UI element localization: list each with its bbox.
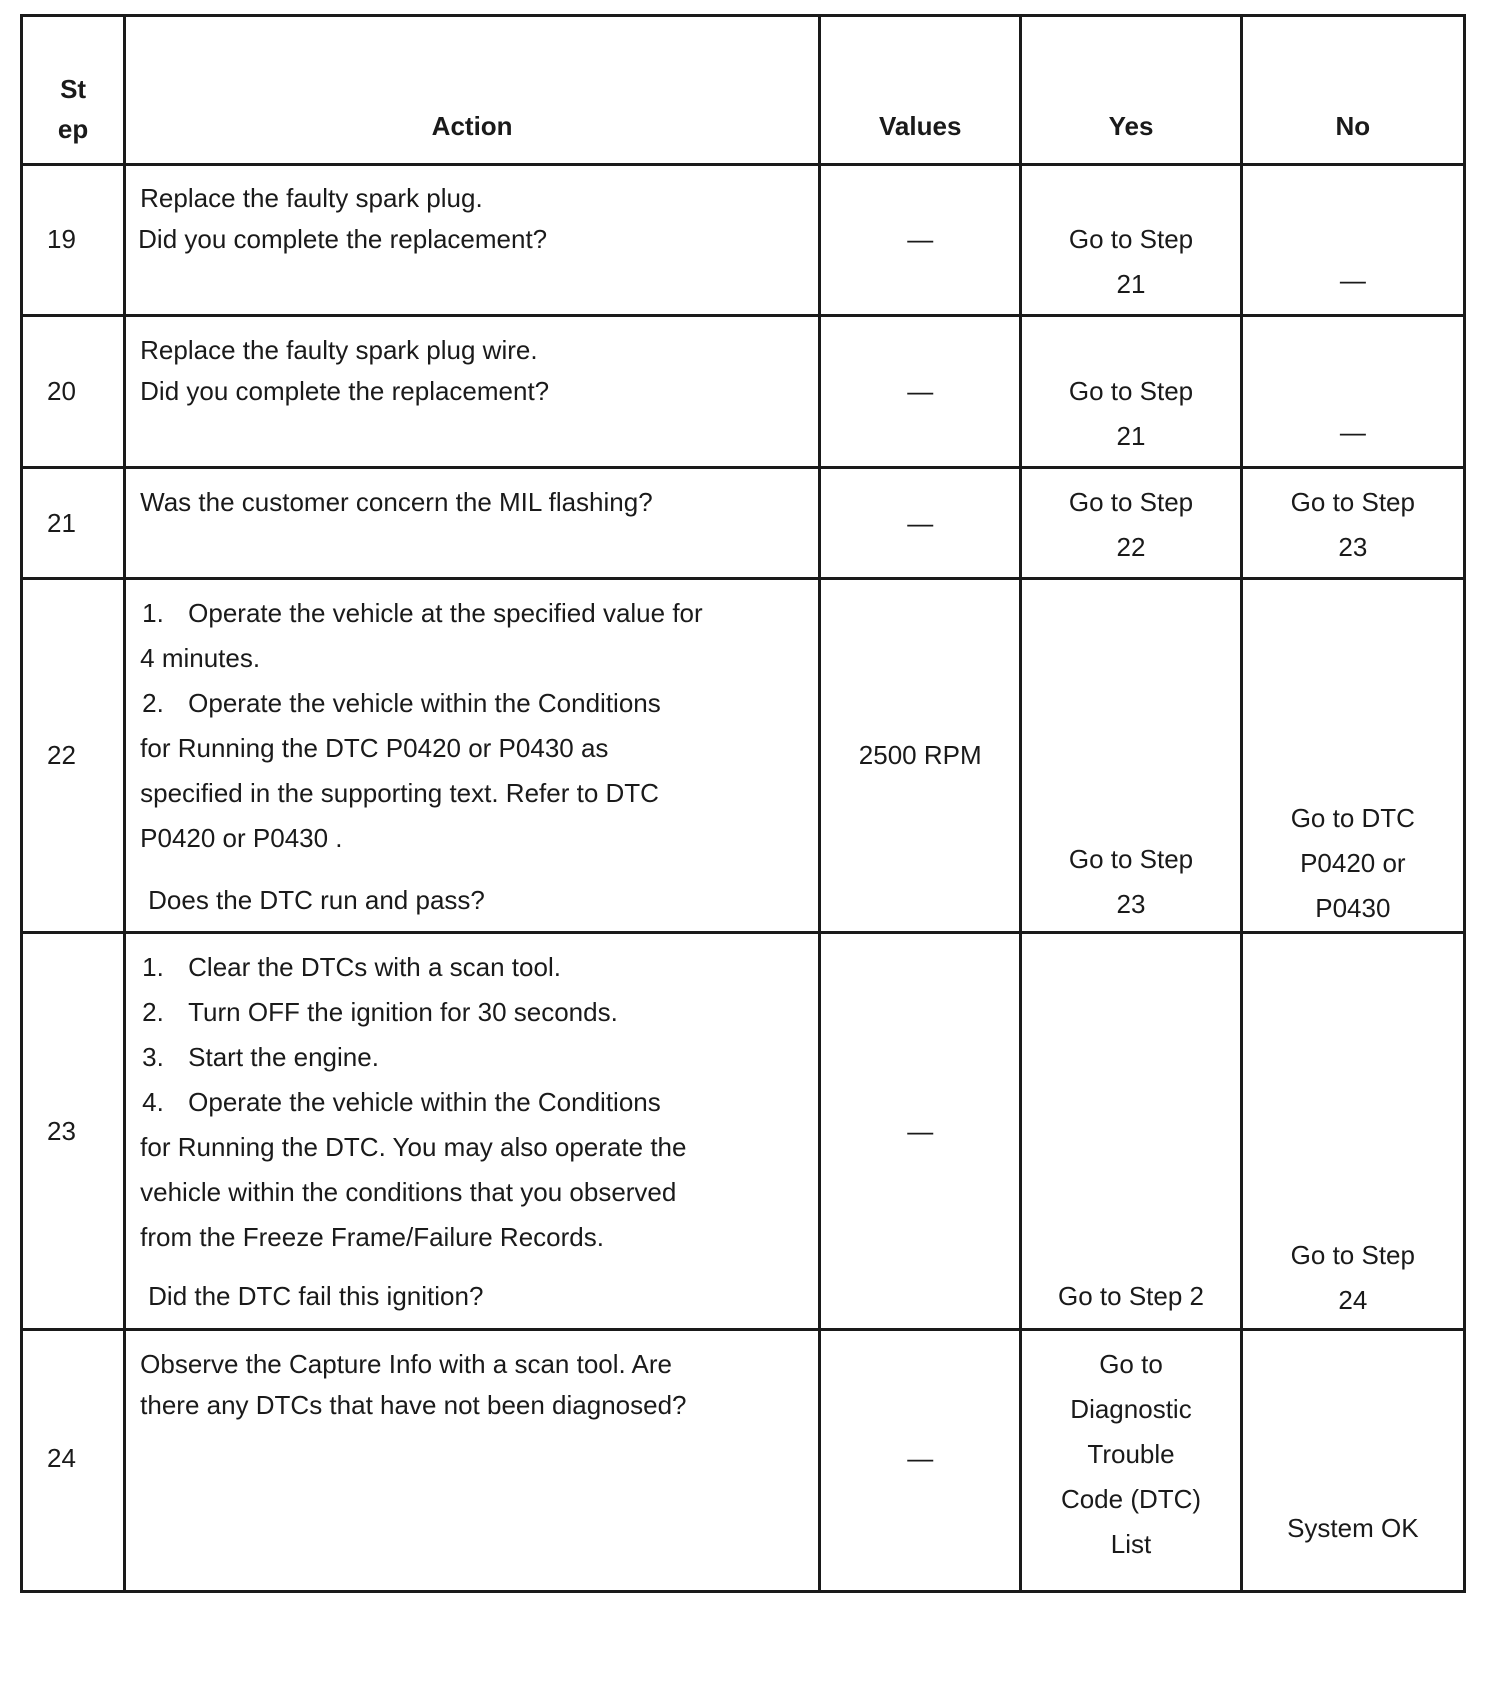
header-step: St ep <box>22 16 125 165</box>
step-number: 24 <box>47 1443 76 1473</box>
value-text: — <box>907 224 934 254</box>
action-item: 2. Turn OFF the ignition for 30 seconds. <box>142 997 618 1027</box>
step-number: 19 <box>47 224 76 254</box>
table-row <box>22 579 1465 933</box>
action-question: Does the DTC run and pass? <box>148 885 485 915</box>
step-number: 23 <box>47 1116 76 1146</box>
action-item: 4. Operate the vehicle within the Conditions <box>142 1087 661 1117</box>
table-row <box>22 468 1465 579</box>
value-text: — <box>907 1116 934 1146</box>
yes-action: Go to Step 21 <box>1068 224 1194 299</box>
table-row <box>22 165 1465 316</box>
yes-action: Go to Step 2 <box>1058 1281 1204 1311</box>
step-number: 22 <box>47 740 76 770</box>
table-row <box>22 933 1465 1330</box>
action-text: Replace the faulty spark plug wire. <box>140 335 538 365</box>
step-number: 20 <box>47 376 76 406</box>
value-text: 2500 RPM <box>858 740 982 770</box>
action-item: from the Freeze Frame/Failure Records. <box>140 1222 604 1252</box>
action-item: for Running the DTC P0420 or P0430 as <box>140 733 609 763</box>
action-list <box>138 591 703 861</box>
no-action: System OK <box>1287 1513 1419 1543</box>
action-item: for Running the DTC. You may also operate the <box>140 1132 687 1162</box>
step-number: 21 <box>47 508 76 538</box>
no-action: Go to Step 24 <box>1290 1240 1415 1315</box>
action-item: vehicle within the conditions that you observed <box>140 1177 677 1207</box>
value-text: — <box>907 376 934 406</box>
table-row <box>22 316 1465 468</box>
no-action: Go to DTC P0420 or P0430 <box>1290 803 1415 923</box>
action-text: Was the customer concern the MIL flashing? <box>140 487 653 517</box>
header-action: Action <box>125 16 820 165</box>
no-action: Go to Step 23 <box>1290 487 1415 562</box>
action-item: 1. Clear the DTCs with a scan tool. <box>142 952 561 982</box>
value-text: — <box>907 508 934 538</box>
action-text: Observe the Capture Info with a scan tool. Are <box>140 1349 672 1379</box>
yes-action: Go to Step 21 <box>1068 376 1194 451</box>
yes-action: Go to Step 22 <box>1068 487 1194 562</box>
header-no: No <box>1241 16 1464 165</box>
action-item: specified in the supporting text. Refer to DTC <box>140 778 659 808</box>
table-row <box>22 1330 1465 1592</box>
action-question: Did the DTC fail this ignition? <box>148 1281 484 1311</box>
header-yes: Yes <box>1021 16 1241 165</box>
action-text: Replace the faulty spark plug. <box>140 183 483 213</box>
action-text: Did you complete the replacement? <box>138 224 548 254</box>
action-item: P0420 or P0430 . <box>140 823 343 853</box>
diagnostic-table <box>20 14 1466 1593</box>
yes-action: Go to Step 23 <box>1068 844 1194 919</box>
value-text: — <box>907 1443 934 1473</box>
action-item: 3. Start the engine. <box>142 1042 379 1072</box>
no-action: — <box>1339 417 1366 447</box>
no-action: — <box>1339 265 1366 295</box>
header-row <box>22 16 1465 165</box>
action-item: 4 minutes. <box>140 643 261 673</box>
action-text: Did you complete the replacement? <box>140 376 550 406</box>
action-list <box>138 945 686 1260</box>
action-item: 2. Operate the vehicle within the Conditions <box>142 688 661 718</box>
action-item: 1. Operate the vehicle at the specified value for <box>142 598 703 628</box>
action-text: there any DTCs that have not been diagnosed? <box>140 1390 687 1420</box>
header-values: Values <box>820 16 1021 165</box>
yes-action: Go to Diagnostic Trouble Code (DTC) List <box>1060 1349 1202 1559</box>
